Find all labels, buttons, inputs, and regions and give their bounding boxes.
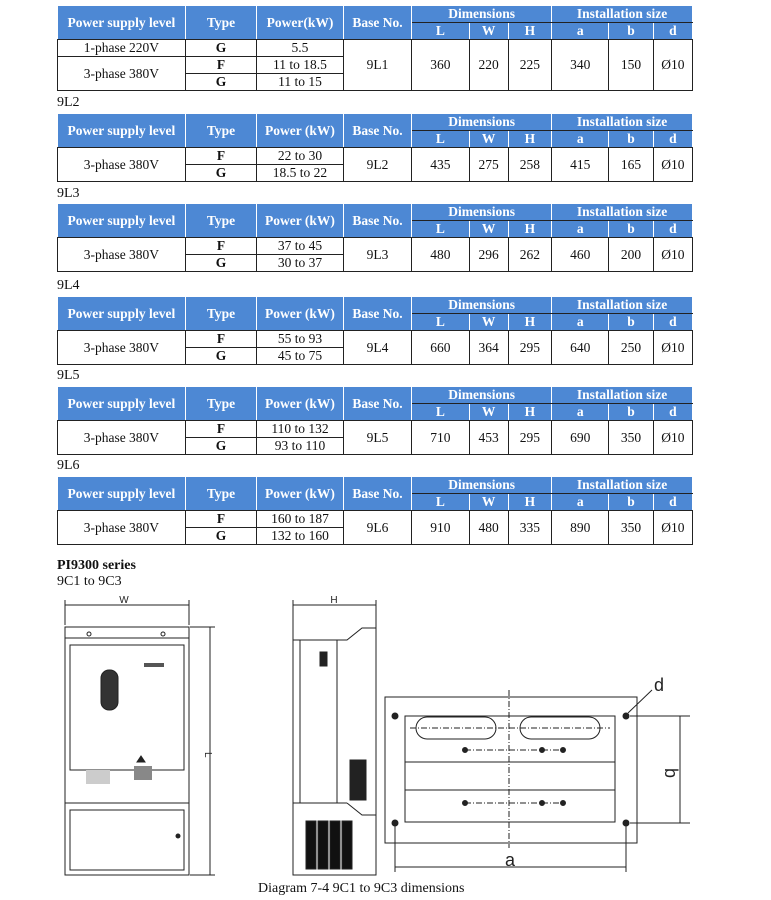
- power-cell: 22 to 30: [257, 148, 344, 165]
- power-cell: 55 to 93: [257, 331, 344, 348]
- header-install: Installation size: [552, 297, 693, 314]
- dim-d-label: d: [654, 675, 665, 695]
- header-type: Type: [185, 6, 256, 40]
- supply-cell: 3-phase 380V: [58, 331, 186, 365]
- W-cell: 296: [469, 238, 508, 272]
- type-cell: F: [185, 511, 256, 528]
- type-cell: F: [185, 331, 256, 348]
- header-H: H: [508, 494, 551, 511]
- base-label: 9L4: [57, 278, 80, 293]
- header-b: b: [609, 221, 653, 238]
- type-cell: G: [185, 528, 256, 545]
- header-power: Power (kW): [257, 297, 344, 331]
- header-power: Power(kW): [257, 6, 344, 40]
- H-cell: 262: [508, 238, 551, 272]
- type-cell: G: [185, 255, 256, 272]
- header-H: H: [508, 404, 551, 421]
- L-cell: 360: [412, 40, 469, 91]
- header-install: Installation size: [552, 387, 693, 404]
- header-dimensions: Dimensions: [412, 477, 552, 494]
- header-dimensions: Dimensions: [412, 387, 552, 404]
- dim-h-label: H: [330, 595, 338, 606]
- type-cell: G: [185, 165, 256, 182]
- W-cell: 220: [469, 40, 508, 91]
- type-cell: G: [185, 348, 256, 365]
- header-d: d: [653, 221, 692, 238]
- header-power: Power (kW): [257, 477, 344, 511]
- header-type: Type: [185, 204, 256, 238]
- H-cell: 335: [508, 511, 551, 545]
- header-base: Base No.: [343, 387, 411, 421]
- dim-a-label: a: [504, 850, 516, 870]
- header-W: W: [469, 131, 508, 148]
- dim-l-label: L: [202, 752, 213, 758]
- header-b: b: [609, 404, 653, 421]
- L-cell: 710: [412, 421, 469, 455]
- a-cell: 340: [552, 40, 609, 91]
- mounting-view: [385, 675, 690, 872]
- header-L: L: [412, 494, 469, 511]
- header-dimensions: Dimensions: [412, 114, 552, 131]
- base-cell: 9L6: [343, 511, 411, 545]
- header-power: Power (kW): [257, 387, 344, 421]
- header-a: a: [552, 23, 609, 40]
- header-dimensions: Dimensions: [412, 6, 552, 23]
- W-cell: 275: [469, 148, 508, 182]
- header-L: L: [412, 23, 469, 40]
- dim-b-label: b: [661, 768, 681, 779]
- d-cell: Ø10: [653, 421, 692, 455]
- power-cell: 93 to 110: [257, 438, 344, 455]
- header-W: W: [469, 404, 508, 421]
- b-cell: 250: [609, 331, 653, 365]
- header-a: a: [552, 314, 609, 331]
- header-power: Power (kW): [257, 204, 344, 238]
- base-cell: 9L1: [343, 40, 411, 91]
- header-a: a: [552, 494, 609, 511]
- header-H: H: [508, 23, 551, 40]
- H-cell: 295: [508, 421, 551, 455]
- header-L: L: [412, 314, 469, 331]
- header-type: Type: [185, 297, 256, 331]
- d-cell: Ø10: [653, 511, 692, 545]
- header-L: L: [412, 131, 469, 148]
- header-base: Base No.: [343, 204, 411, 238]
- L-cell: 435: [412, 148, 469, 182]
- W-cell: 480: [469, 511, 508, 545]
- header-a: a: [552, 221, 609, 238]
- type-cell: G: [185, 438, 256, 455]
- header-base: Base No.: [343, 477, 411, 511]
- header-d: d: [653, 404, 692, 421]
- front-view: [65, 595, 215, 875]
- header-a: a: [552, 131, 609, 148]
- power-cell: 5.5: [257, 40, 344, 57]
- W-cell: 364: [469, 331, 508, 365]
- supply-cell: 3-phase 380V: [58, 57, 186, 91]
- b-cell: 200: [609, 238, 653, 272]
- header-H: H: [508, 221, 551, 238]
- supply-cell: 3-phase 380V: [58, 148, 186, 182]
- header-base: Base No.: [343, 114, 411, 148]
- header-W: W: [469, 314, 508, 331]
- base-label: 9L5: [57, 368, 80, 383]
- base-label: 9L6: [57, 458, 80, 473]
- H-cell: 295: [508, 331, 551, 365]
- b-cell: 150: [609, 40, 653, 91]
- header-supply: Power supply level: [58, 114, 186, 148]
- header-W: W: [469, 494, 508, 511]
- base-label: 9L3: [57, 186, 80, 201]
- power-cell: 18.5 to 22: [257, 165, 344, 182]
- header-L: L: [412, 221, 469, 238]
- supply-cell: 3-phase 380V: [58, 238, 186, 272]
- b-cell: 350: [609, 421, 653, 455]
- side-view: [293, 595, 376, 875]
- diagram-caption: Diagram 7-4 9C1 to 9C3 dimensions: [258, 881, 465, 896]
- a-cell: 460: [552, 238, 609, 272]
- a-cell: 890: [552, 511, 609, 545]
- a-cell: 415: [552, 148, 609, 182]
- supply-cell: 3-phase 380V: [58, 511, 186, 545]
- header-install: Installation size: [552, 6, 693, 23]
- header-b: b: [609, 23, 653, 40]
- L-cell: 660: [412, 331, 469, 365]
- power-cell: 37 to 45: [257, 238, 344, 255]
- base-cell: 9L4: [343, 331, 411, 365]
- type-cell: F: [185, 148, 256, 165]
- header-install: Installation size: [552, 114, 693, 131]
- type-cell: F: [185, 57, 256, 74]
- series-title: PI9300 series: [57, 558, 136, 573]
- L-cell: 480: [412, 238, 469, 272]
- header-supply: Power supply level: [58, 6, 186, 40]
- H-cell: 225: [508, 40, 551, 91]
- base-cell: 9L2: [343, 148, 411, 182]
- header-type: Type: [185, 387, 256, 421]
- header-supply: Power supply level: [58, 477, 186, 511]
- power-cell: 160 to 187: [257, 511, 344, 528]
- header-b: b: [609, 314, 653, 331]
- L-cell: 910: [412, 511, 469, 545]
- supply-cell: 3-phase 380V: [58, 421, 186, 455]
- power-cell: 30 to 37: [257, 255, 344, 272]
- header-base: Base No.: [343, 6, 411, 40]
- header-d: d: [653, 23, 692, 40]
- supply-cell: 1-phase 220V: [58, 40, 186, 57]
- type-cell: G: [185, 74, 256, 91]
- type-cell: G: [185, 40, 256, 57]
- header-power: Power (kW): [257, 114, 344, 148]
- power-cell: 11 to 18.5: [257, 57, 344, 74]
- power-cell: 45 to 75: [257, 348, 344, 365]
- header-dimensions: Dimensions: [412, 297, 552, 314]
- base-cell: 9L3: [343, 238, 411, 272]
- W-cell: 453: [469, 421, 508, 455]
- header-a: a: [552, 404, 609, 421]
- base-label: 9L2: [57, 95, 80, 110]
- header-W: W: [469, 23, 508, 40]
- d-cell: Ø10: [653, 40, 692, 91]
- header-dimensions: Dimensions: [412, 204, 552, 221]
- header-supply: Power supply level: [58, 204, 186, 238]
- header-H: H: [508, 314, 551, 331]
- header-d: d: [653, 131, 692, 148]
- base-cell: 9L5: [343, 421, 411, 455]
- power-cell: 11 to 15: [257, 74, 344, 91]
- a-cell: 640: [552, 331, 609, 365]
- header-H: H: [508, 131, 551, 148]
- d-cell: Ø10: [653, 148, 692, 182]
- header-base: Base No.: [343, 297, 411, 331]
- header-b: b: [609, 131, 653, 148]
- dim-w-label: W: [119, 595, 129, 606]
- power-cell: 132 to 160: [257, 528, 344, 545]
- type-cell: F: [185, 421, 256, 438]
- b-cell: 165: [609, 148, 653, 182]
- header-supply: Power supply level: [58, 387, 186, 421]
- d-cell: Ø10: [653, 238, 692, 272]
- header-type: Type: [185, 477, 256, 511]
- header-W: W: [469, 221, 508, 238]
- header-d: d: [653, 314, 692, 331]
- header-type: Type: [185, 114, 256, 148]
- H-cell: 258: [508, 148, 551, 182]
- header-b: b: [609, 494, 653, 511]
- a-cell: 690: [552, 421, 609, 455]
- d-cell: Ø10: [653, 331, 692, 365]
- power-cell: 110 to 132: [257, 421, 344, 438]
- header-d: d: [653, 494, 692, 511]
- header-install: Installation size: [552, 477, 693, 494]
- b-cell: 350: [609, 511, 653, 545]
- header-supply: Power supply level: [58, 297, 186, 331]
- type-cell: F: [185, 238, 256, 255]
- header-install: Installation size: [552, 204, 693, 221]
- series-subtitle: 9C1 to 9C3: [57, 574, 122, 589]
- header-L: L: [412, 404, 469, 421]
